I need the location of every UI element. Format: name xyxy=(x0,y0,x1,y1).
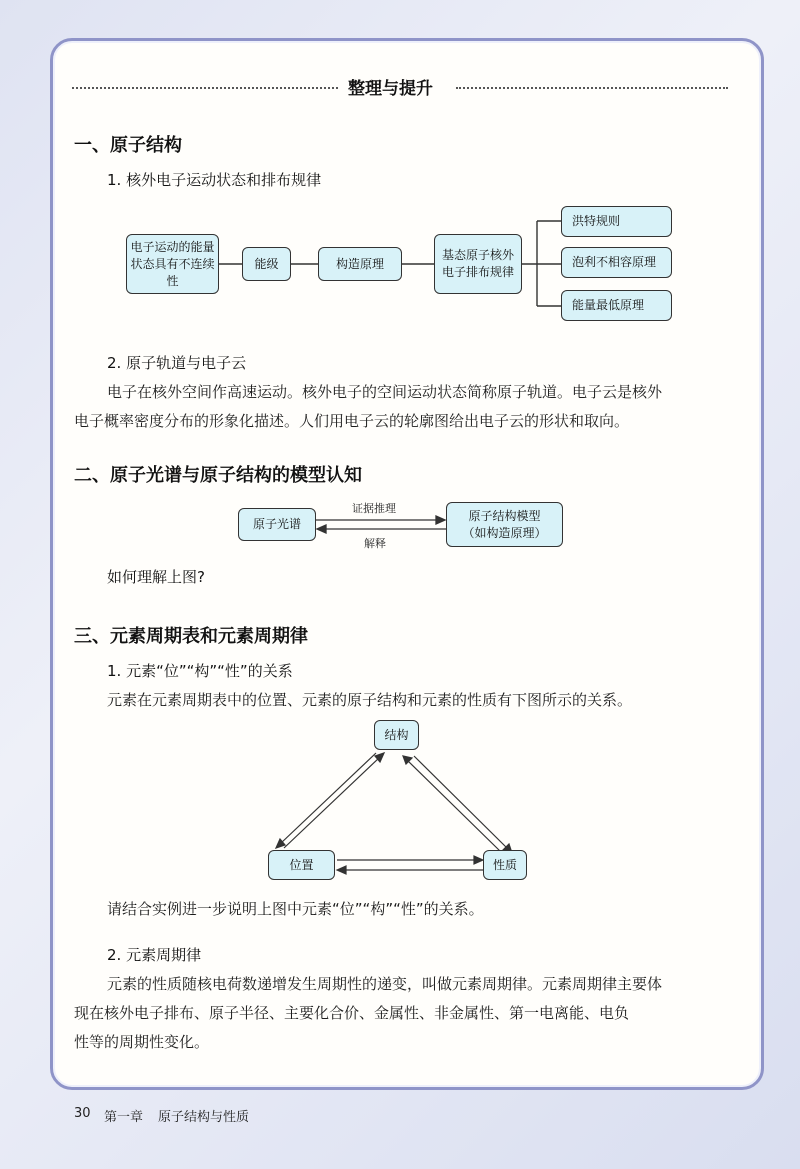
section3-para-line2: 现在核外电子排布、原子半径、主要化合价、金属性、非金属性、第一电离能、电负 xyxy=(74,1004,630,1022)
flow-box-energy-state: 电子运动的能量状态具有不连续性 xyxy=(126,234,219,294)
section3-intro: 元素在元素周期表中的位置、元素的原子结构和元素的性质有下图所示的关系。 xyxy=(107,691,633,709)
section1-heading: 一、原子结构 xyxy=(74,135,182,156)
triangle-property: 性质 xyxy=(483,850,527,880)
footer-chapter-title: 原子结构与性质 xyxy=(158,1110,250,1125)
footer-chapter: 第一章 xyxy=(104,1110,144,1125)
triangle-position: 位置 xyxy=(268,850,335,880)
section1-para-line1: 电子在核外空间作高速运动。核外电子的空间运动状态简称原子轨道。电子云是核外 xyxy=(107,383,663,401)
model-box-line1: 原子结构模型 xyxy=(468,508,541,523)
flow-box-ground-state: 基态原子核外电子排布规律 xyxy=(434,234,522,294)
section1-sub1: 1. 核外电子运动状态和排布规律 xyxy=(107,171,322,189)
flow-branch-pauli: 泡利不相容原理 xyxy=(561,247,672,278)
spectrum-box: 原子光谱 xyxy=(238,508,316,541)
flow-box-aufbau: 构造原理 xyxy=(318,247,402,281)
section3-sub2: 2. 元素周期律 xyxy=(107,946,202,964)
model-box-line2: （如构造原理） xyxy=(462,525,547,540)
section2-heading: 二、原子光谱与原子结构的模型认知 xyxy=(74,465,362,486)
flow-box-energy-level: 能级 xyxy=(242,247,291,281)
triangle-structure: 结构 xyxy=(374,720,419,750)
section3-para-line3: 性等的周期性变化。 xyxy=(74,1033,210,1051)
page-number: 30 xyxy=(74,1106,91,1121)
section1-para-line2: 电子概率密度分布的形象化描述。人们用电子云的轮廓图给出电子云的形状和取向。 xyxy=(74,412,630,430)
section3-para-line1: 元素的性质随核电荷数递增发生周期性的递变，叫做元素周期律。元素周期律主要体 xyxy=(107,975,663,993)
section3-prompt: 请结合实例进一步说明上图中元素“位”“构”“性”的关系。 xyxy=(107,900,484,918)
section3-sub1: 1. 元素“位”“构”“性”的关系 xyxy=(107,662,293,680)
section1-sub2: 2. 原子轨道与电子云 xyxy=(107,354,247,372)
arrow-label-explain: 解释 xyxy=(364,537,386,550)
arrow-label-evidence: 证据推理 xyxy=(352,502,396,515)
flow-branch-lowest-energy: 能量最低原理 xyxy=(561,290,672,321)
section2-question: 如何理解上图? xyxy=(107,568,205,586)
model-box xyxy=(446,502,563,547)
section3-heading: 三、元素周期表和元素周期律 xyxy=(74,626,308,647)
header-title: 整理与提升 xyxy=(348,79,433,99)
flow-branch-hund: 洪特规则 xyxy=(561,206,672,237)
